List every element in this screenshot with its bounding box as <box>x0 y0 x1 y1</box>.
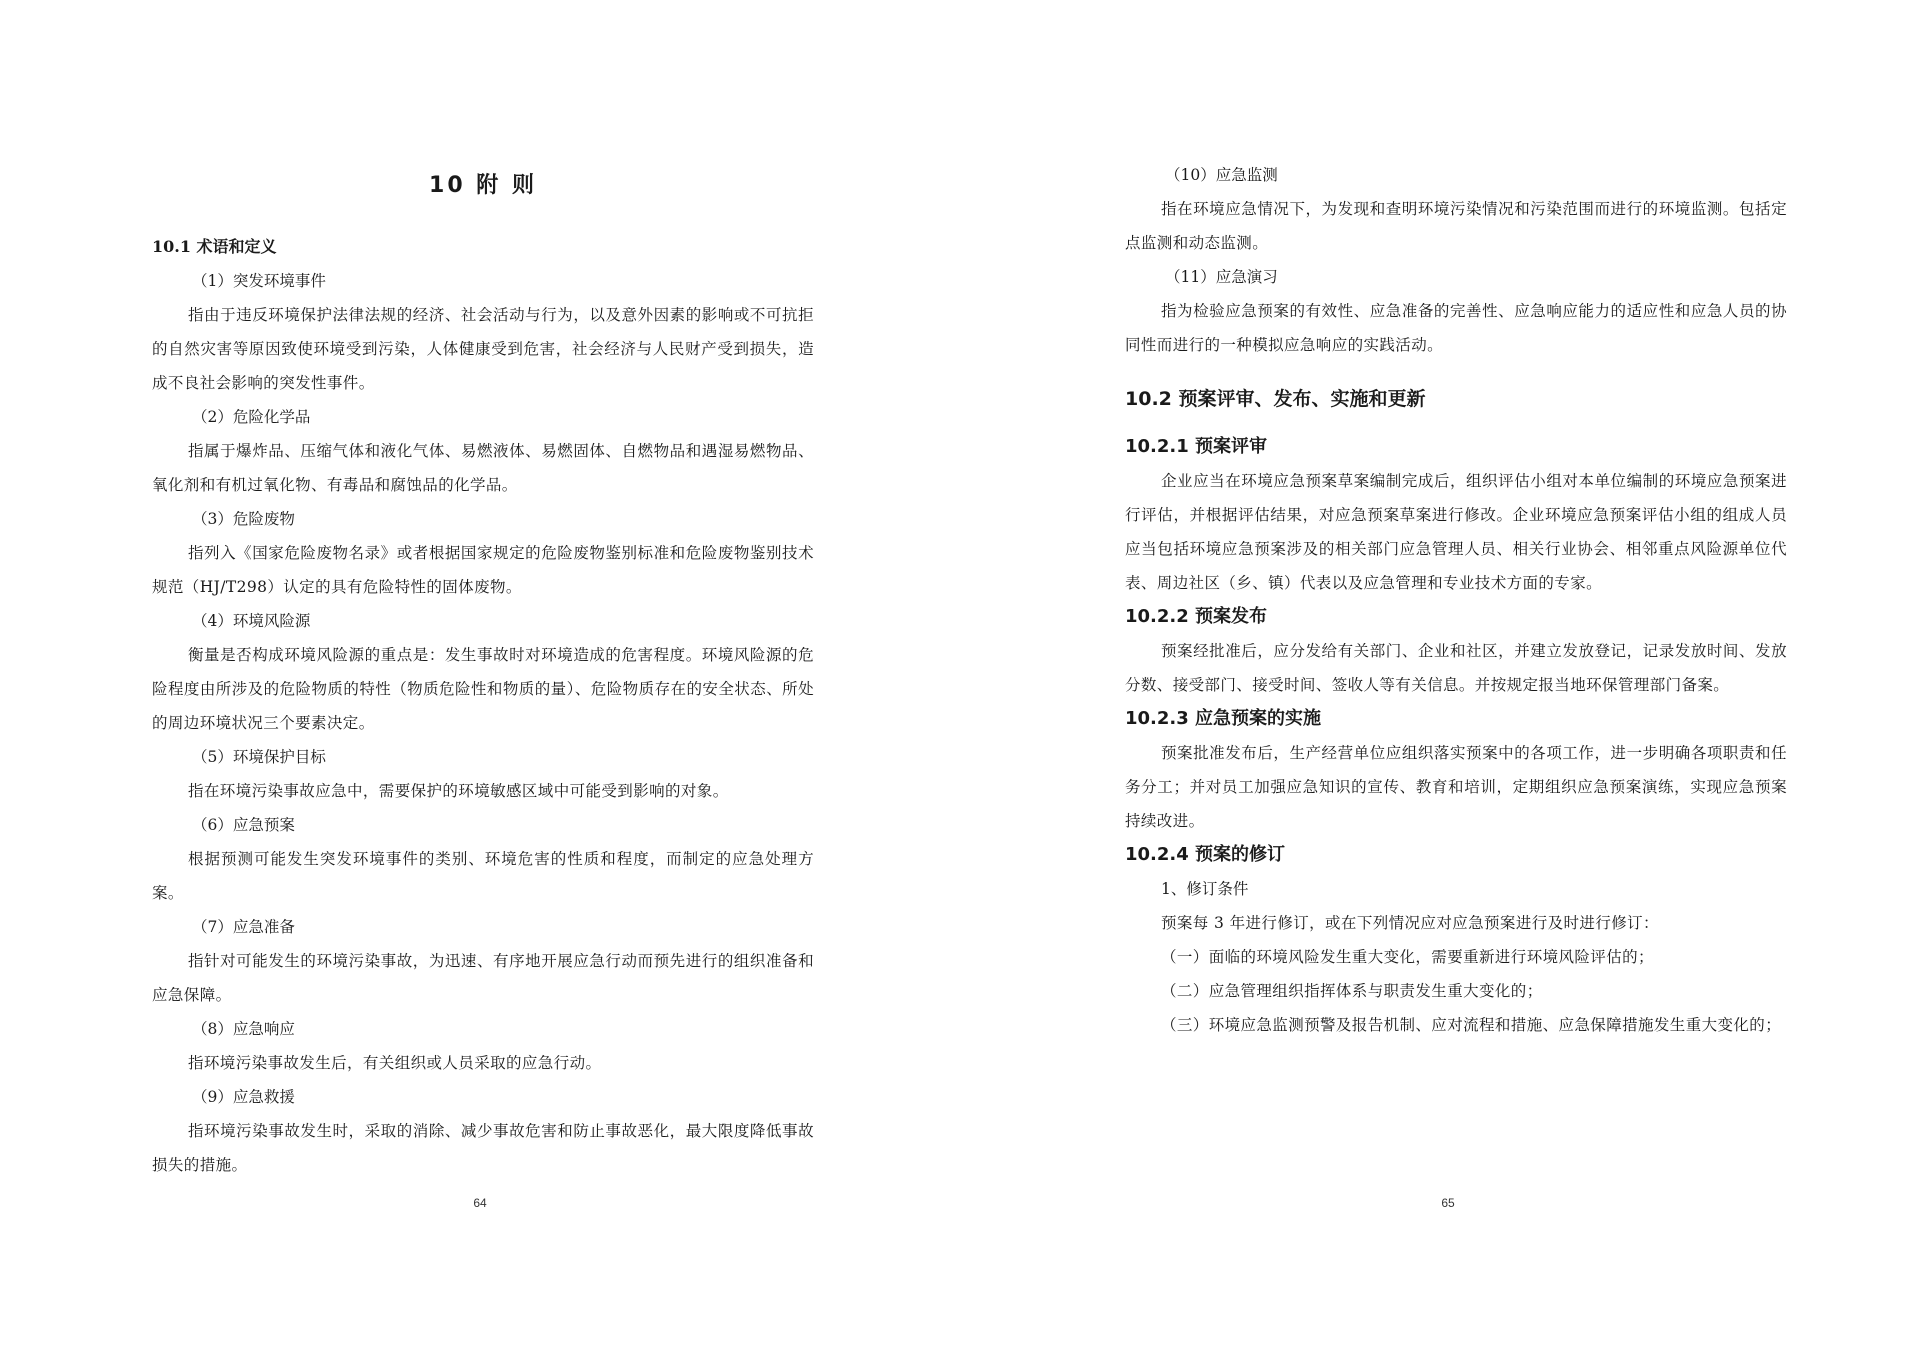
term-label-11: （11）应急演习 <box>1165 268 1278 286</box>
section-title-10-2: 10.2 预案评审、发布、实施和更新 <box>1125 388 1426 410</box>
revision-condition-1: （一）面临的环境风险发生重大变化，需要重新进行环境风险评估的； <box>1161 948 1654 966</box>
subsection-title-10-2-2: 10.2.2 预案发布 <box>1125 606 1268 627</box>
term-definition-1: 指由于违反环境保护法律法规的经济、社会活动与行为，以及意外因素的影响或不可抗拒的自然灾害等原因致使环境受到污染，人体健康受到危害，社会经济与人民财产受到损失，造成不良社会影响的突发性事件。 <box>152 306 814 392</box>
subsection-title-10-2-1: 10.2.1 预案评审 <box>1125 436 1268 457</box>
term-definition-2: 指属于爆炸品、压缩气体和液化气体、易燃液体、易燃固体、自燃物品和遇湿易燃物品、氧化剂和有机过氧化物、有毒品和腐蚀品的化学品。 <box>152 442 814 494</box>
term-definition-3: 指列入《国家危险废物名录》或者根据国家规定的危险废物鉴别标准和危险废物鉴别技术规范（HJ/T298）认定的具有危险特性的固体废物。 <box>152 544 814 596</box>
chapter-title: 10 附 则 <box>429 173 537 198</box>
term-label-3: （3）危险废物 <box>192 510 295 528</box>
revision-condition-3: （三）环境应急监测预警及报告机制、应对流程和措施、应急保障措施发生重大变化的； <box>1161 1016 1782 1034</box>
subsection-title-10-2-4: 10.2.4 预案的修订 <box>1125 844 1286 865</box>
term-definition-9: 指环境污染事故发生时，采取的消除、减少事故危害和防止事故恶化，最大限度降低事故损失的措施。 <box>152 1122 814 1174</box>
term-label-6: （6）应急预案 <box>192 816 295 834</box>
page-number: 65 <box>1441 1196 1455 1210</box>
term-label-2: （2）危险化学品 <box>192 408 311 426</box>
term-label-4: （4）环境风险源 <box>192 612 311 630</box>
subsection-title-10-2-3: 10.2.3 应急预案的实施 <box>1125 708 1322 729</box>
right-page <box>960 0 1920 1358</box>
subsection-text-10-2-3: 预案批准发布后，生产经营单位应组织落实预案中的各项工作，进一步明确各项职责和任务分工；并对员工加强应急知识的宣传、教育和培训，定期组织应急预案演练，实现应急预案持续改进。 <box>1125 744 1787 830</box>
term-label-7: （7）应急准备 <box>192 918 295 936</box>
term-label-5: （5）环境保护目标 <box>192 748 326 766</box>
term-label-10: （10）应急监测 <box>1165 166 1278 184</box>
subsection-text-10-2-1: 企业应当在环境应急预案草案编制完成后，组织评估小组对本单位编制的环境应急预案进行评估，并根据评估结果，对应急预案草案进行修改。企业环境应急预案评估小组的组成人员应当包括环境应急预案涉及的相关部门应急管理人员、相关行业协会、相邻重点风险源单位代表、周边社区（乡、镇）代表以及应急管理和专业技术方面的专家。 <box>1125 472 1787 592</box>
page-number: 64 <box>473 1196 487 1210</box>
term-label-8: （8）应急响应 <box>192 1020 295 1038</box>
term-definition-5: 指在环境污染事故应急中，需要保护的环境敏感区域中可能受到影响的对象。 <box>188 782 729 800</box>
term-definition-10: 指在环境应急情况下，为发现和查明环境污染情况和污染范围而进行的环境监测。包括定点监测和动态监测。 <box>1125 200 1787 252</box>
term-definition-6: 根据预测可能发生突发环境事件的类别、环境危害的性质和程度，而制定的应急处理方案。 <box>152 850 814 902</box>
term-definition-7: 指针对可能发生的环境污染事故，为迅速、有序地开展应急行动而预先进行的组织准备和应急保障。 <box>152 952 814 1004</box>
revision-condition-label: 1、修订条件 <box>1161 880 1249 898</box>
right-page-content <box>1125 158 1787 1042</box>
term-definition-4: 衡量是否构成环境风险源的重点是：发生事故时对环境造成的危害程度。环境风险源的危险程度由所涉及的危险物质的特性（物质危险性和物质的量）、危险物质存在的安全状态、所处的周边环境状况三个要素决定。 <box>152 646 814 732</box>
left-page-content <box>152 166 814 1182</box>
term-label-1: （1）突发环境事件 <box>192 272 326 290</box>
subsection-text-10-2-2: 预案经批准后，应分发给有关部门、企业和社区，并建立发放登记，记录发放时间、发放分数、接受部门、接受时间、签收人等有关信息。并按规定报当地环保管理部门备案。 <box>1125 642 1787 694</box>
term-definition-11: 指为检验应急预案的有效性、应急准备的完善性、应急响应能力的适应性和应急人员的协同性而进行的一种模拟应急响应的实践活动。 <box>1125 302 1787 354</box>
term-label-9: （9）应急救援 <box>192 1088 295 1106</box>
section-title-10-1: 10.1 术语和定义 <box>152 237 277 256</box>
revision-condition-2: （二）应急管理组织指挥体系与职责发生重大变化的； <box>1161 982 1543 1000</box>
revision-intro: 预案每 3 年进行修订，或在下列情况应对应急预案进行及时进行修订： <box>1161 914 1659 932</box>
term-definition-8: 指环境污染事故发生后，有关组织或人员采取的应急行动。 <box>188 1054 602 1072</box>
